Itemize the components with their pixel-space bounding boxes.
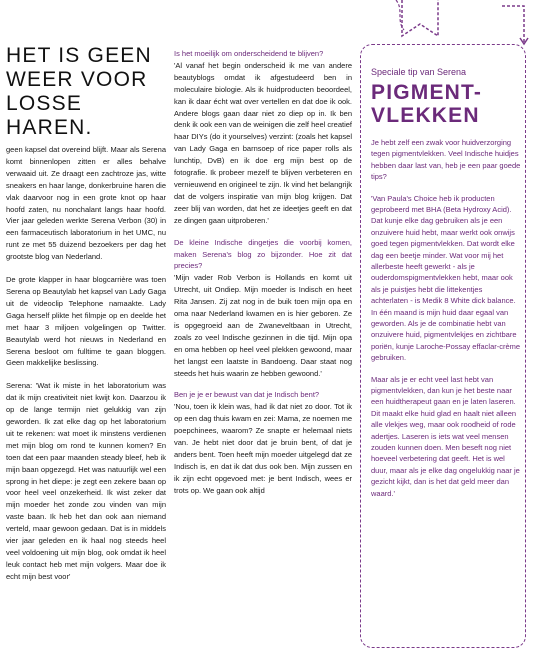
tip-title — [371, 81, 521, 127]
answer: 'Al vanaf het begin onderscheid ik me van andere beautyblogs omdat ik afgestudeerd ben in moleculaire biologie. Als ik huidproducten beoordeel, kan ik daar écht wat over vertellen en dat doe ik ook. Andere blogs gaan daar niet zo diep op in. Ik ben denk ik ook een van de weinigen die zelf heel creatief haar DIYs (do it yourselves) verzint: (zoals het kapsel van Lady Gaga en barnsoep of rice paper rolls als lunchtip, DvB) en ik doe erg mijn best op de fotografie. Ik probeer mezelf te blijven verbeteren en vernieuwend en origineel te zijn. Ik vind het belangrijk dat de volgers inspiratie van mijn blog krijgen. Dat zeer blij van worden, dat het ze ideetjes geeft en dat ze dingen gaan uitproberen.' — [174, 60, 352, 225]
corner-arrow-icon — [500, 0, 530, 48]
headline — [6, 44, 166, 140]
qa-block — [174, 389, 352, 496]
tip-kicker: Speciale tip van Serena — [371, 67, 467, 77]
answer: 'Mijn vader Rob Verbon is Hollands en komt uit Utrecht, uit Ondiep. Mijn moeder is Indisch en heet Rita Jansen. Zij zat nog in de buik toen mijn opa en oma naar Nederland kwamen en is hier geboren. Ze is opgegroeid aan de Zwaneveltbaan in Utrecht, zoals zo veel Indische gezinnen in die tijd. Mijn opa en oma hebben op heel veel plekken gewoond, maar het langst een laatste in Bandoeng. Daar staat nog steeds het huis waarin ze hebben gewoond.' — [174, 273, 352, 378]
column-2 — [174, 0, 352, 497]
body-paragraph: De grote klapper in haar blogcarrière was toen Serena op Beautylab het kapsel van Lady Gaga uit de videoclip Telephone namaakte. Lady Gaga herself plikte het filmpje op en deelde het met haar 3 miljoen volgelingen op Twitter. Beautylab werd hot nieuws in Nederland en Serena besloot om fulltime te gaan bloggen. Geen makkelijke beslissing. — [6, 275, 166, 368]
question: De kleine Indische dingetjes die voorbij komen, maken Serena's blog zo bijzonder. Hoe zit dat precies? — [174, 237, 352, 271]
column-1 — [6, 0, 166, 583]
answer: 'Nou, toen ik klein was, had ik dat niet zo door. Tot ik op een dag thuis kwam en zei: Mama, ze noemen me poepchinees, waarom? Ze snapte er helemaal niets van. Je hebt niet door dat je bruin bent, of dat je anders bent. Toen heeft mijn moeder uitgelegd dat ze Indisch is, en dat ik dat dus ook ben. Mijn zussen en ik zijn echt opgevoed met: je bent Indisch, wees er trots op. We gaan ook altijd — [174, 402, 353, 495]
qa-block — [174, 48, 352, 227]
headline-line-3: LOSSE HAREN. — [6, 92, 93, 139]
body-paragraph: Serena: 'Wat ik miste in het laboratorium was dat ik mijn creativiteit niet kwijt kon. Daarzou ik op de lange termijn niet gelukkig van zijn geworden. Ik zat elke dag op het laboratorium uit te rekenen: wat moet ik minstens verdienen met mijn blog om rond te kunnen komen? En toen dat een paar maanden steady bleef, heb ik mijn baan opgezegd. Het was natuurlijk wel een sprong in het diepe: je zegt een zekere baan op voor heel veel onzekerheid. Ik wist zeker dat mijn moeder het zonde zou vinden van mijn vaste baan. Ik heb het dan ook aan niemand verteld, maar gewoon gedaan. Dat is in middels vier jaar geleden en ik haal nog steeds heel veel voldoening uit mijn blog, ook omdat ik heel leuk contact heb met mijn volgers. Maar doe ik echt mijn best voor' — [6, 381, 166, 581]
tip-paragraph: 'Van Paula's Choice heb ik producten geprobeerd met BHA (Beta Hydroxy Acid). Dat kunje elke dag gebruiken als je een onzuivere huid hebt, maar werkt ook onwijs goed tegen pigmentvlekken. Dat wordt elke dag een beetje minder. Wat voor mij het allerbeste heeft gewerkt - als je ouderdomspigmentvlekken hebt, maar ook als je puistjes hebt die littekentjes achterlaten - is Medik 8 White dick balance. In één maand is mijn huid daar egaal van geworden. Als je de combinatie hebt van onzuivere huid, pigmentvlekjes en zichtbare poriën, kunje Laroche-Possay effaclar-crème gebruiken. — [371, 193, 521, 363]
headline-line-2: WEER VOOR — [6, 68, 148, 91]
tip-paragraph: Maar als je er echt veel last hebt van pigmentvlekken, dan kun je het beste naar een huidtherapeut gaan en je laten laseren. Dit maakt elke huid glad en haalt niet alleen alle vlekjes weg, maar ook roodheid of rode adertjes. Laseren is iets wat veel mensen zouden kunnen doen. Men beseft nog niet hoeveel verbetering dat geeft. Het is wel duur, maar als je elke dag ongelukkig naar je gezicht kijkt, dan is het dat geld meer dan waard.' — [371, 374, 520, 498]
tip-title-line-2: VLEKKEN — [371, 103, 480, 127]
question: Ben je je er bewust van dat je Indisch bent? — [174, 390, 320, 400]
tip-paragraph: Je hebt zelf een zwak voor huidverzorging tegen pigmentvlekken. Veel Indische huidjes hebben daar last van, heb je een paar goede tips? — [371, 137, 521, 182]
tip-box — [360, 44, 526, 648]
question: Is het moeilijk om onderscheidend te blijven? — [174, 49, 324, 58]
headline-line-1: HET IS GEEN — [6, 44, 152, 67]
body-paragraph: geen kapsel dat overeind blijft. Maar als Serena komt binnenlopen zitten er alles behalve verwaaid uit. Ze draagt een zachtroze jas, witte sneakers en haar lange, donkerbruine haren die vlak daarvoor nog in een grote knot op haar hoofd zaten, nu nonchalant langs haar hoofd. Vier jaar geleden werkte Serena Verbon (30) in een farmaceutisch laboratorium in het UMC, nu runt ze met 55 duizend bezoekers per dag het grootste blog van Nederland. — [6, 145, 166, 262]
ribbon-bookmark-icon — [394, 0, 446, 42]
qa-block — [174, 237, 352, 380]
tip-title-line-1: PIGMENT- — [371, 80, 483, 104]
